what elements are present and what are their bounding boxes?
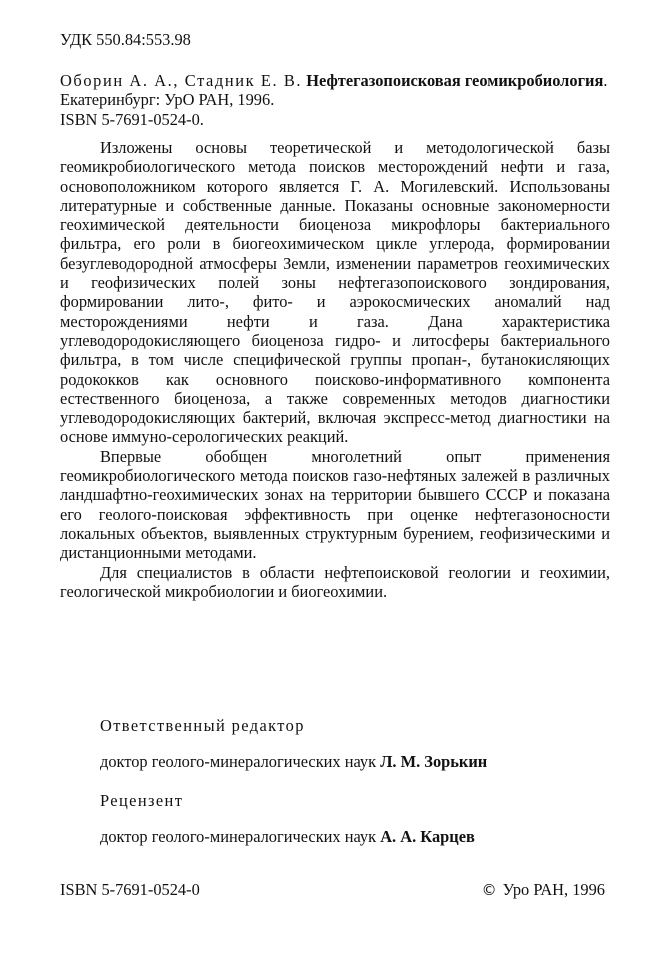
- imprint: . Екатеринбург: УрО РАН, 1996.: [60, 71, 608, 110]
- abstract: [60, 138, 610, 601]
- reviewer-heading: Рецензент: [100, 791, 184, 810]
- copyright-notice: [482, 880, 605, 900]
- reviewer-line: [100, 827, 475, 847]
- udk-code: УДК 550.84:553.98: [60, 30, 191, 49]
- editor-line: [100, 752, 487, 772]
- footer: [60, 880, 605, 900]
- isbn-line: ISBN 5-7691-0524-0.: [60, 109, 204, 129]
- copyright-holder: Уро РАН, 1996: [502, 880, 605, 899]
- editor-degree: доктор геолого-минералогических наук: [100, 752, 377, 771]
- abstract-paragraph: Изложены основы теоретической и методологической базы геомикробиологического метода поисков месторождений нефти и газа, основоположником которого является Г. А. Могилевский. Использованы литературные и собственные данные. Показаны основные закономерности геохимической деятельности биоценоза микрофлоры бактериального фильтра, его роли в биогеохимическом цикле углерода, формировании безуглеводородной атмосферы Земли, изменении параметров геохимических и геофизических полей зоны нефтегазопоискового зондирования, формировании лито-, фито- и аэрокосмических аномалий над месторождениями нефти и газа. Дана характеристика углеводородокисляющего биоценоза гидро- и литосферы бактериального фильтра, в том числе специфической группы пропан-, бутанокисляющих родококков как основного поисково-информативного компонента естественного биоценоза, а также современных методов диагностики углеводородокисляющих бактерий, включая экспресс-метод диагностики на основе иммуно-серологических реакций.: [60, 138, 610, 447]
- authors: Оборин А. А., Стадник Е. В.: [60, 71, 303, 90]
- copyright-icon: ©: [481, 881, 497, 899]
- abstract-paragraph: Впервые обобщен многолетний опыт применения геомикробиологического метода поисков газо-нефтяных залежей в различных ландшафтно-геохимических зонах на территории бывшего СССР и показана его геолого-поисковая эффективность при оценке нефтегазоносности локальных объектов, выявленных структурным бурением, геофизическими и дистанционными методами.: [60, 446, 610, 563]
- abstract-paragraph: Для специалистов в области нефтепоисковой геологии и геохимии, геологической микробиологии и биогеохимии.: [60, 562, 610, 601]
- footer-isbn: ISBN 5-7691-0524-0: [60, 880, 200, 899]
- reviewer-name: А. А. Карцев: [380, 827, 475, 846]
- editor-heading: Ответственный редактор: [100, 716, 305, 735]
- bibliographic-record: [60, 71, 610, 129]
- book-title: Нефтегазопоисковая геомикробиология: [306, 71, 604, 90]
- reviewer-degree: доктор геолого-минералогических наук: [100, 827, 377, 846]
- editor-name: Л. М. Зорькин: [380, 752, 488, 771]
